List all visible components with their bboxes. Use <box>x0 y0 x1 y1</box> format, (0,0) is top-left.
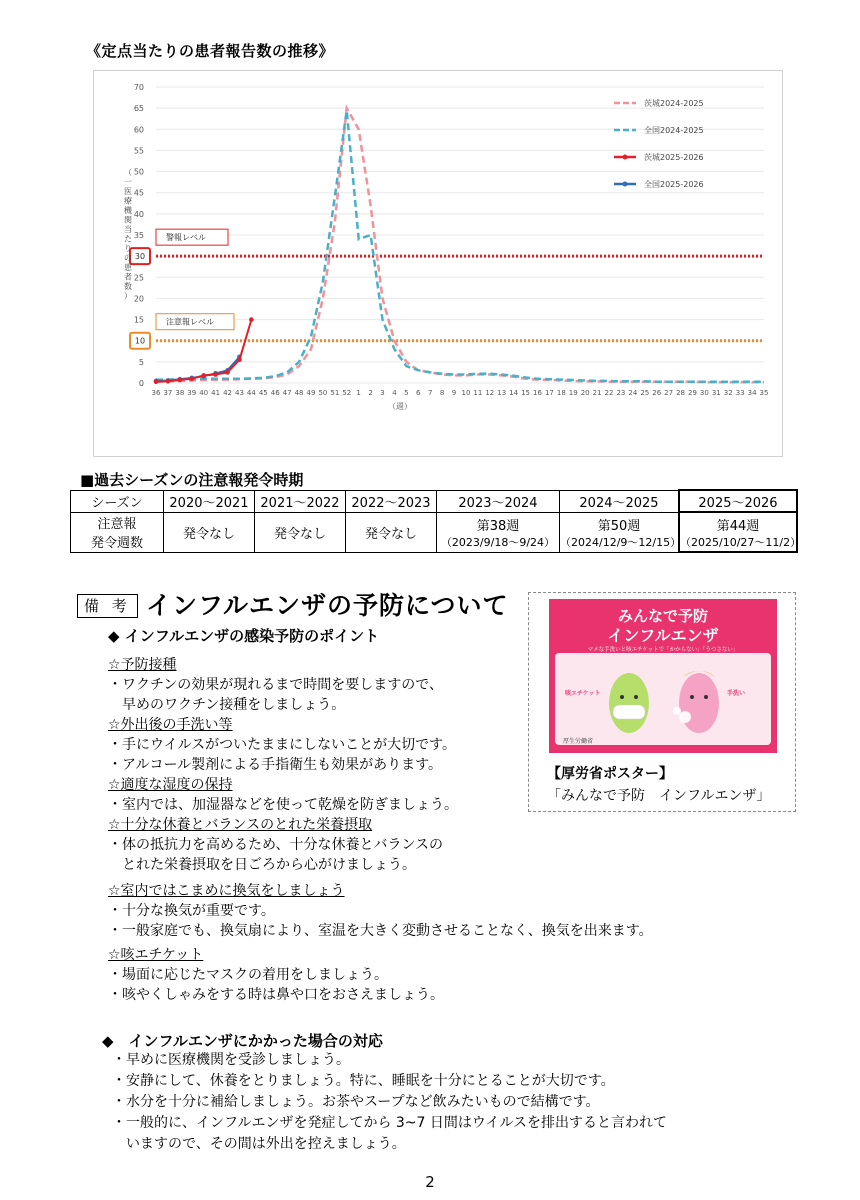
y-tick-label: 70 <box>133 83 144 92</box>
points-title: ◆ インフルエンザの感染予防のポイント <box>108 627 380 645</box>
y-tick-label: 45 <box>133 188 144 198</box>
y-axis-label-char: の <box>124 253 132 263</box>
infected-line: ・早めに医療機関を受診しましょう。 <box>112 1052 350 1068</box>
x-tick-label: 5 <box>404 389 409 397</box>
legend-marker <box>623 155 628 160</box>
y-axis-label-char: （ <box>124 168 132 177</box>
tip-heading: ☆十分な休養とバランスのとれた栄養摂取 <box>108 817 373 833</box>
cell-main: 第38週 <box>476 518 520 534</box>
poster-box <box>528 592 796 812</box>
tip-heading: ☆外出後の手洗い等 <box>108 717 233 733</box>
y-tick-label: 50 <box>133 167 144 177</box>
x-tick-label: 19 <box>568 389 578 397</box>
x-tick-label: 12 <box>485 389 495 397</box>
x-tick-label: 41 <box>211 389 221 397</box>
tip-humidity <box>108 775 458 815</box>
y-tick-label: 15 <box>133 315 144 325</box>
cell-main: 発令なし <box>364 526 417 542</box>
infected-list <box>112 1050 667 1155</box>
x-tick-label: 47 <box>282 389 292 397</box>
x-tick-label: 24 <box>628 389 638 397</box>
x-tick-label: 42 <box>223 389 232 397</box>
x-tick-label: 2 <box>368 389 373 397</box>
cell-main: 第50週 <box>597 518 641 534</box>
x-tick-label: 13 <box>497 389 507 397</box>
tip-line: ・十分な換気が重要です。 <box>108 903 275 919</box>
x-tick-label: 8 <box>439 389 445 397</box>
x-tick-label: 40 <box>199 389 209 397</box>
x-tick-label: 48 <box>294 389 304 397</box>
header-2025: 2025～2026 <box>679 490 797 512</box>
y-axis-label-char: 関 <box>124 215 132 225</box>
tip-heading: ☆咳エチケット <box>108 947 204 963</box>
cell-2020 <box>164 512 255 552</box>
x-tick-label: 51 <box>330 389 340 397</box>
history-header-row <box>71 490 798 512</box>
x-tick-label: 45 <box>258 389 268 397</box>
header-2020: 2020～2021 <box>164 490 255 512</box>
header-2021: 2021～2022 <box>255 490 346 512</box>
page-number: 2 <box>425 1173 435 1191</box>
series-point <box>189 376 194 381</box>
series-point <box>213 372 218 377</box>
tip-handwash <box>108 715 456 775</box>
x-tick-label: 44 <box>246 389 256 397</box>
poster-title-1: みんなで予防 <box>617 607 709 625</box>
x-tick-label: 18 <box>556 389 566 397</box>
y-axis-label-char: り <box>124 244 132 253</box>
x-tick-label: 17 <box>544 389 554 397</box>
cell-2021 <box>255 512 346 552</box>
tip-line: ・体の抵抗力を高めるため、十分な休養とバランスの <box>108 837 444 853</box>
history-table <box>70 489 802 553</box>
legend-label: 茨城2025-2026 <box>644 153 704 162</box>
tip-heading: ☆予防接種 <box>108 657 177 673</box>
tip-line: 早めのワクチン接種をしましょう。 <box>108 697 346 713</box>
row-label <box>71 512 164 552</box>
tip-line: とれた栄養摂取を日ごろから心がけましょう。 <box>108 857 416 873</box>
x-tick-label: 46 <box>270 389 280 397</box>
section-title: インフルエンザの予防について <box>146 591 509 620</box>
history-value-row <box>71 512 798 552</box>
poster-subtitle: マメな手洗いと咳エチケットで「かからない」「うつさない」 <box>587 647 739 653</box>
y-axis-label-char: ） <box>124 291 132 301</box>
x-tick-label: 1 <box>356 389 361 397</box>
soap-bubble-icon <box>679 711 691 723</box>
tip-ventilation <box>108 881 653 941</box>
row-label-line1: 注意報 <box>97 517 137 532</box>
x-tick-label: 11 <box>473 389 483 397</box>
x-tick-label: 21 <box>592 389 602 397</box>
x-tick-label: 37 <box>163 389 173 397</box>
x-tick-label: 23 <box>616 389 626 397</box>
infected-line: ・安静にして、休養をとりましょう。特に、睡眠を十分にとることが大切です。 <box>112 1073 615 1089</box>
y-tick-label: 55 <box>133 146 144 156</box>
poster-right-label: 手洗い <box>727 690 746 697</box>
history-title: ■過去シーズンの注意報発令時期 <box>80 471 304 489</box>
x-tick-label: 35 <box>759 389 769 397</box>
x-tick-label: 4 <box>392 389 397 397</box>
x-tick-label: 9 <box>451 389 457 397</box>
x-tick-label: 31 <box>711 389 721 397</box>
x-axis-label: （週） <box>388 402 412 411</box>
x-tick-label: 29 <box>688 389 697 397</box>
x-tick-label: 50 <box>318 389 328 397</box>
threshold-label: 警報レベル <box>166 233 206 243</box>
tip-line: ・一般家庭でも、換気扇により、室温を大きく変動させることなく、換気を出来ます。 <box>108 923 653 939</box>
header-2023: 2023～2024 <box>437 490 560 512</box>
series-point <box>249 317 254 322</box>
y-axis-label-char: 当 <box>124 225 132 234</box>
legend-label: 全国2025-2026 <box>644 180 704 189</box>
threshold-label: 注意報レベル <box>166 317 214 327</box>
cell-main: 第44週 <box>716 518 760 534</box>
legend-marker <box>623 182 628 187</box>
poster-caption-2: 「みんなで予防 インフルエンザ」 <box>547 788 771 804</box>
series-point <box>225 370 230 375</box>
y-axis-label-char: 者 <box>124 272 132 282</box>
x-tick-label: 32 <box>723 389 733 397</box>
x-tick-label: 6 <box>416 389 421 397</box>
mask-icon <box>613 705 645 719</box>
tip-heading: ☆適度な湿度の保持 <box>108 777 233 793</box>
y-tick-label: 65 <box>133 104 144 114</box>
legend-label: 全国2024-2025 <box>644 126 704 135</box>
x-tick-label: 15 <box>521 389 531 397</box>
x-tick-label: 26 <box>652 389 662 397</box>
poster-title-2: インフルエンザ <box>607 626 719 645</box>
x-tick-label: 28 <box>676 389 686 397</box>
tip-line: ・咳やくしゃみをする時は鼻や口をおさえましょう。 <box>108 987 444 1003</box>
tip-cough-etiquette <box>108 945 444 1005</box>
series-point <box>178 378 183 383</box>
tip-rest-nutrition <box>108 815 443 875</box>
y-tick-label: 40 <box>133 209 144 219</box>
x-tick-label: 49 <box>306 389 316 397</box>
legend-label: 茨城2024-2025 <box>644 99 704 108</box>
y-axis-label-char: た <box>124 234 132 244</box>
x-tick-label: 52 <box>342 389 352 397</box>
eye-icon <box>620 695 624 699</box>
y-axis-label-char: 数 <box>124 282 132 291</box>
infected-title: ◆ インフルエンザにかかった場合の対応 <box>102 1032 383 1050</box>
x-tick-label: 22 <box>604 389 614 397</box>
x-tick-label: 10 <box>461 389 471 397</box>
tip-line: ・場面に応じたマスクの着用をしましょう。 <box>108 967 388 983</box>
y-axis-label-char: 一 <box>124 177 132 187</box>
x-tick-label: 7 <box>427 389 433 397</box>
tip-line: ・ワクチンの効果が現れるまで時間を要しますので、 <box>108 677 444 693</box>
y-tick-label: 25 <box>133 273 144 283</box>
y-tick-label: 10 <box>134 336 146 346</box>
poster-left-label: 咳エチケット <box>565 690 601 697</box>
y-tick-label: 5 <box>138 357 144 367</box>
infected-line: ・一般的に、インフルエンザを発症してから 3~7 日間はウイルスを排出すると言われて <box>112 1115 668 1131</box>
x-tick-label: 33 <box>735 389 745 397</box>
tip-line: ・室内では、加湿器などを使って乾燥を防ぎましょう。 <box>108 797 458 813</box>
y-tick-label: 30 <box>134 252 146 262</box>
x-tick-label: 14 <box>509 389 519 397</box>
poster-caption-1: 【厚労省ポスター】 <box>547 766 673 782</box>
header-season: シーズン <box>71 490 164 512</box>
series-point <box>237 357 242 362</box>
y-axis-label-char: 機 <box>124 206 132 215</box>
cell-2025 <box>679 512 802 552</box>
x-tick-label: 16 <box>533 389 542 397</box>
header-2022: 2022～2023 <box>346 490 437 512</box>
eye-icon <box>704 695 708 699</box>
y-tick-label: 0 <box>138 379 144 388</box>
x-tick-label: 20 <box>580 389 590 397</box>
poster-character-green <box>609 673 649 733</box>
y-axis-label-char: 療 <box>124 196 132 206</box>
chart-frame <box>93 70 783 457</box>
poster-image <box>549 599 777 753</box>
cell-2022 <box>346 512 437 552</box>
chart-title: 《定点当たりの患者報告数の推移》 <box>86 42 335 60</box>
cell-sub: （2024/12/9～12/15） <box>560 535 682 549</box>
y-tick-label: 35 <box>133 231 144 240</box>
eye-icon <box>690 695 694 699</box>
x-tick-label: 27 <box>664 389 674 397</box>
poster-ministry: 厚生労働省 <box>563 738 594 745</box>
infected-line: いますので、その間は外出を控えましょう。 <box>112 1136 406 1152</box>
poster-character-pink <box>679 673 719 733</box>
row-label-line2: 発令週数 <box>90 536 143 551</box>
y-tick-label: 60 <box>133 125 144 135</box>
influenza-trend-chart <box>94 71 782 456</box>
x-tick-label: 25 <box>640 389 650 397</box>
x-tick-label: 36 <box>151 389 161 397</box>
x-tick-label: 3 <box>380 389 385 397</box>
y-tick-label: 20 <box>133 294 144 304</box>
cell-2024 <box>560 512 680 552</box>
cell-main: 発令なし <box>273 526 326 542</box>
infected-line: ・水分を十分に補給しましょう。お茶やスープなど飲みたいもので結構です。 <box>112 1094 600 1110</box>
tip-line: ・アルコール製剤による手指衛生も効果があります。 <box>108 757 443 773</box>
poster-panel <box>555 653 771 745</box>
cell-main: 発令なし <box>182 526 235 542</box>
y-axis-label-char: 医 <box>124 187 132 196</box>
x-tick-label: 34 <box>747 389 757 397</box>
biko-label: 備 考 <box>77 594 138 618</box>
x-tick-label: 38 <box>175 389 185 397</box>
x-tick-label: 30 <box>699 389 709 397</box>
tip-line: ・手にウイルスがついたままにしないことが大切です。 <box>108 737 457 753</box>
eye-icon <box>634 695 638 699</box>
x-tick-label: 43 <box>234 389 244 397</box>
header-2024: 2024～2025 <box>560 490 680 512</box>
cell-sub: （2023/9/18～9/24） <box>440 535 556 549</box>
y-axis-label-char: 患 <box>124 263 132 272</box>
series-point <box>201 373 206 378</box>
series-point <box>154 379 159 384</box>
tip-vaccination <box>108 655 443 715</box>
series-point <box>166 379 171 384</box>
cell-2023 <box>437 512 560 552</box>
tip-heading: ☆室内ではこまめに換気をしましょう <box>108 883 345 899</box>
soap-bubble-icon <box>673 707 681 715</box>
x-tick-label: 39 <box>187 389 197 397</box>
cell-sub: （2025/10/27～11/2） <box>680 535 802 549</box>
